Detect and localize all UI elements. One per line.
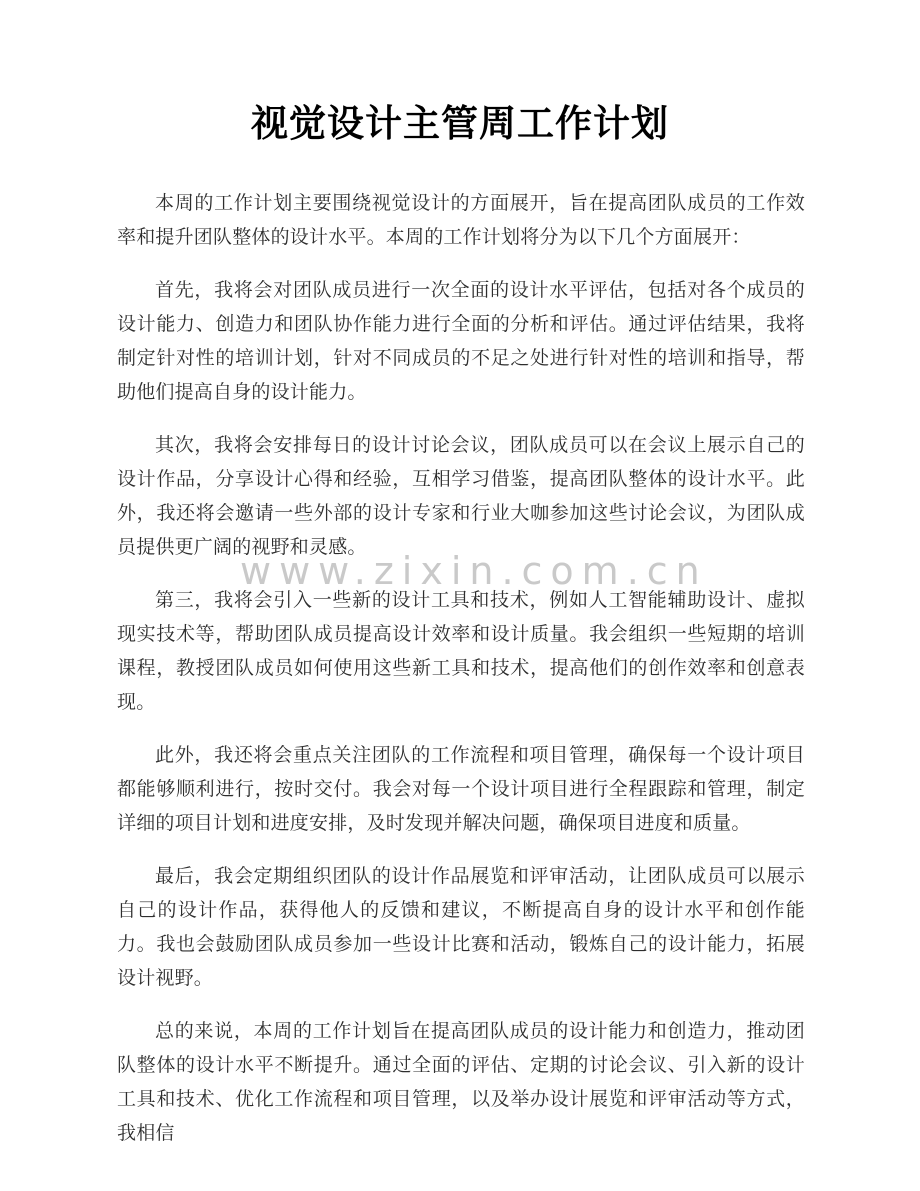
paragraph-summary: 总的来说，本周的工作计划旨在提高团队成员的设计能力和创造力，推动团队整体的设计水平不断提升。通过全面的评估、定期的讨论会议、引入新的设计工具和技术、优化工作流程和项目管理，以及举办设计展览和评审活动等方式，我相信 xyxy=(117,1021,805,1144)
paragraph-intro: 本周的工作计划主要围绕视觉设计的方面展开，旨在提高团队成员的工作效率和提升团队整体的设计水平。本周的工作计划将分为以下几个方面展开： xyxy=(117,193,805,248)
paragraph-second-meetings: 其次，我将会安排每日的设计讨论会议，团队成员可以在会议上展示自己的设计作品，分享设计心得和经验，互相学习借鉴，提高团队整体的设计水平。此外，我还将会邀请一些外部的设计专家和行业大咖参加这些讨论会议，为团队成员提供更广阔的视野和灵感。 xyxy=(117,435,805,558)
document-title: 视觉设计主管周工作计划 xyxy=(251,103,669,144)
paragraph-last-exhibitions: 最后，我会定期组织团队的设计作品展览和评审活动，让团队成员可以展示自己的设计作品，获得他人的反馈和建议，不断提高自身的设计水平和创作能力。我也会鼓励团队成员参加一些设计比赛和活动，锻炼自己的设计能力，拓展设计视野。 xyxy=(117,866,805,989)
paragraph-third-tools: 第三，我将会引入一些新的设计工具和技术，例如人工智能辅助设计、虚拟现实技术等，帮助团队成员提高设计效率和设计质量。我会组织一些短期的培训课程，教授团队成员如何使用这些新工具和技术，提高他们的创作效率和创意表现。 xyxy=(117,590,805,713)
watermark-text: www.zixin.com.cn xyxy=(240,549,708,593)
paragraph-first-evaluation: 首先，我将会对团队成员进行一次全面的设计水平评估，包括对各个成员的设计能力、创造力和团队协作能力进行全面的分析和评估。通过评估结果，我将制定针对性的培训计划，针对不同成员的不足之处进行针对性的培训和指导，帮助他们提高自身的设计能力。 xyxy=(117,280,805,403)
paragraph-workflow-management: 此外，我还将会重点关注团队的工作流程和项目管理，确保每一个设计项目都能够顺利进行，按时交付。我会对每一个设计项目进行全程跟踪和管理，制定详细的项目计划和进度安排，及时发现并解决问题，确保项目进度和质量。 xyxy=(117,745,805,834)
document-body xyxy=(117,187,805,1151)
